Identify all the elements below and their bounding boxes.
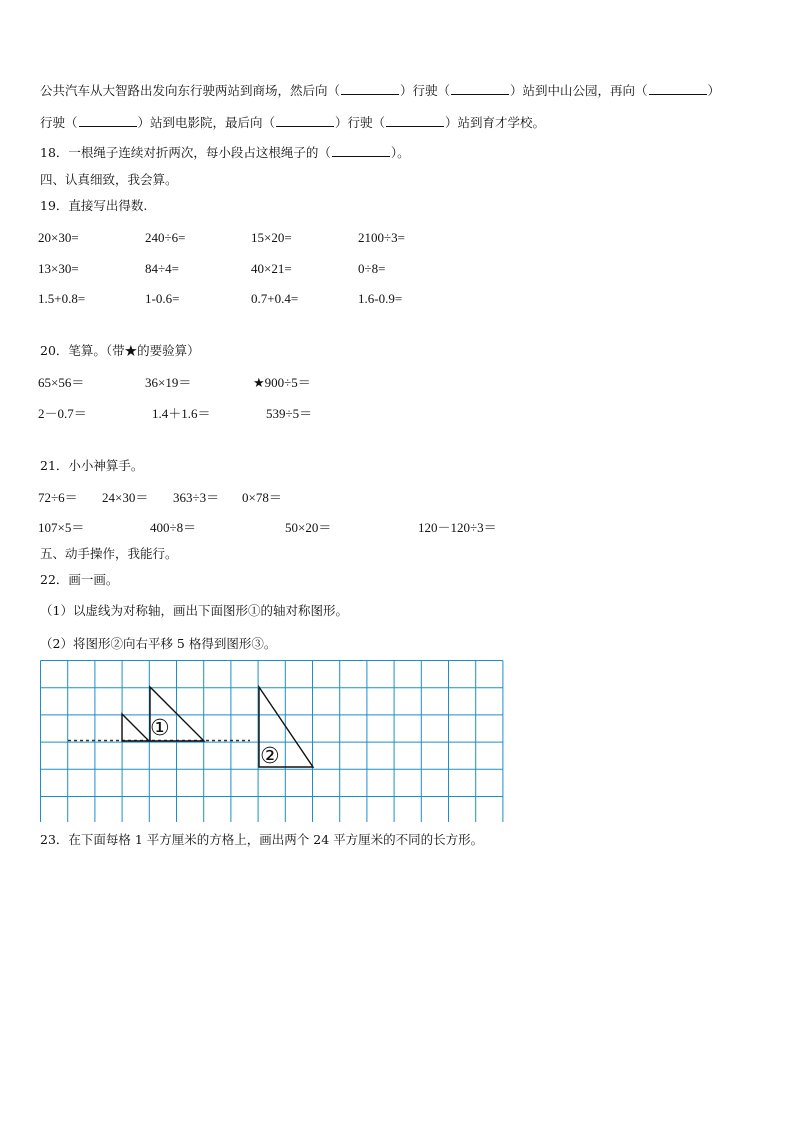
q17-line2: 行驶（ ）站到电影院，最后向（ ）行驶（ ）站到育才学校。: [40, 115, 546, 130]
figure-2-label: ②: [260, 744, 280, 769]
q19-item: 1.5+0.8=: [38, 291, 86, 306]
q21-item: 0×78＝: [242, 490, 282, 505]
q19-title: 19．直接写出得数.: [40, 198, 148, 213]
q19-item: 84÷4=: [145, 261, 179, 276]
answer-blank[interactable]: [332, 145, 390, 157]
answer-blank[interactable]: [79, 115, 137, 127]
q21-item: 24×30＝: [102, 490, 149, 505]
q21-item: 72÷6＝: [38, 490, 78, 505]
q19-item: 40×21=: [251, 261, 292, 276]
q20-item: 2－0.7＝: [38, 406, 87, 421]
q21-item: 363÷3＝: [173, 490, 220, 505]
q17-line1: 公共汽车从大智路出发向东行驶两站到商场，然后向（ ）行驶（ ）站到中山公园，再向（ ）: [40, 83, 721, 98]
q22-part1: （1）以虚线为对称轴，画出下面图形①的轴对称图形。: [40, 603, 348, 618]
q22-title: 22．画一画。: [40, 572, 119, 587]
q19-item: 2100÷3=: [358, 230, 405, 245]
q21-item: 400÷8＝: [150, 520, 197, 535]
q20-title: 20．笔算。（带★的要验算）: [40, 343, 200, 358]
q19-item: 15×20=: [251, 230, 292, 245]
q19-item: 240÷6=: [145, 230, 186, 245]
q20-item: 36×19＝: [145, 375, 192, 390]
q18-text: 18．一根绳子连续对折两次，每小段占这根绳子的（ ）。: [40, 145, 410, 160]
q21-item: 120－120÷3＝: [418, 520, 497, 535]
q20-item: 1.4＋1.6＝: [152, 406, 211, 421]
answer-blank[interactable]: [276, 115, 334, 127]
q19-item: 20×30=: [38, 230, 79, 245]
q20-item: 65×56＝: [38, 375, 85, 390]
answer-blank[interactable]: [649, 83, 707, 95]
q23-title: 23．在下面每格 1 平方厘米的方格上，画出两个 24 平方厘米的不同的长方形。: [40, 832, 484, 847]
drawing-grid[interactable]: [40, 660, 506, 825]
q19-item: 1.6-0.9=: [358, 291, 403, 306]
grid-lines: [41, 661, 503, 823]
q20-item: 539÷5＝: [266, 406, 313, 421]
figure-1-label: ①: [150, 716, 170, 741]
q20-item: ★900÷5＝: [253, 375, 311, 390]
q19-item: 13×30=: [38, 261, 79, 276]
answer-blank[interactable]: [341, 83, 399, 95]
q19-item: 1-0.6=: [145, 291, 180, 306]
q19-item: 0÷8=: [358, 261, 386, 276]
section-4-heading: 四、认真细致，我会算。: [40, 172, 178, 187]
answer-blank[interactable]: [386, 115, 444, 127]
q21-item: 50×20＝: [285, 520, 332, 535]
answer-blank[interactable]: [451, 83, 509, 95]
q21-title: 21．小小神算手。: [40, 458, 144, 473]
q19-item: 0.7+0.4=: [251, 291, 299, 306]
grid-svg: [40, 660, 506, 822]
figure-1-small-triangle: [122, 714, 149, 741]
q22-part2: （2）将图形②向右平移 5 格得到图形③。: [40, 636, 277, 651]
q21-item: 107×5＝: [38, 520, 85, 535]
section-5-heading: 五、动手操作，我能行。: [40, 546, 178, 561]
